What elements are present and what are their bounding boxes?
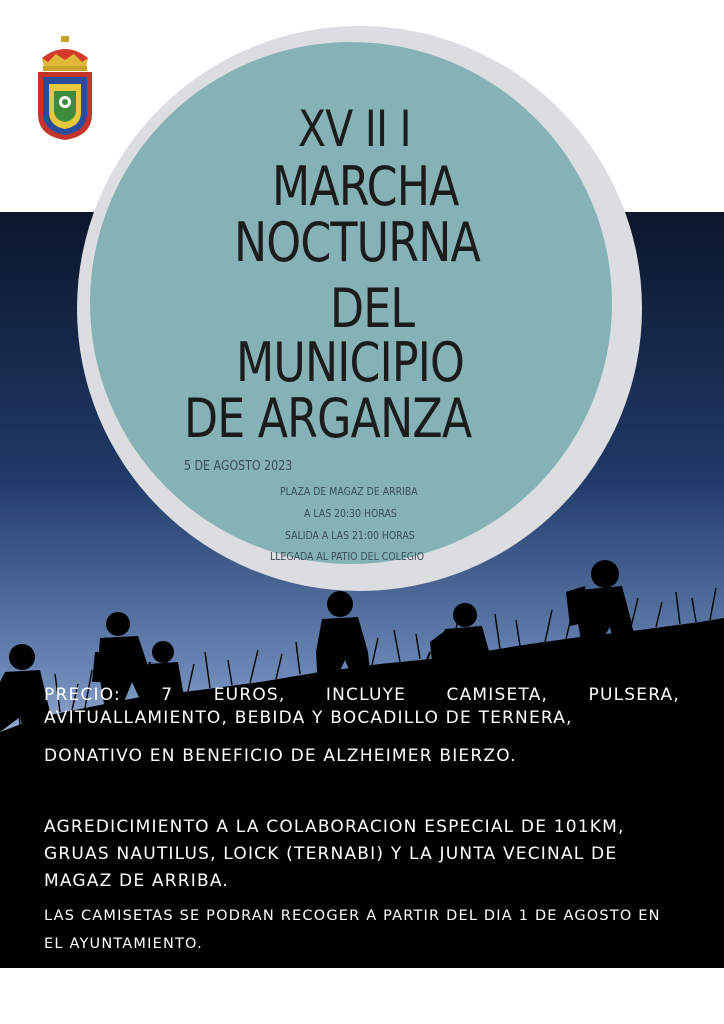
- donation-text: DONATIVO EN BENEFICIO DE ALZHEIMER BIERZO.: [44, 746, 517, 766]
- event-date: 5 DE AGOSTO 2023: [184, 459, 293, 474]
- event-departure-time: SALIDA A LAS 21:00 HORAS: [285, 529, 415, 542]
- thanks-text: AGREDICIMIENTO A LA COLABORACION ESPECIAL DE 101KM, GRUAS NAUTILUS, LOICK (TERNABI) Y LA JUNTA VECINAL DE MAGAZ DE ARRIBA.: [44, 817, 625, 891]
- price-text: PRECIO: 7 EUROS, INCLUYE CAMISETA, PULSERA, AVITUALLAMIENTO, BEBIDA Y BOCADILLO DE TERNERA,: [44, 685, 680, 728]
- shirts-pickup-text: LAS CAMISETAS SE PODRAN RECOGER A PARTIR DEL DIA 1 DE AGOSTO EN EL AYUNTAMIENTO.: [44, 908, 661, 952]
- coat-of-arms-icon: [34, 36, 96, 140]
- title-line-6: DE ARGANZA: [184, 387, 472, 450]
- title-line-5: MUNICIPIO: [236, 331, 465, 394]
- title-line-2: MARCHA: [272, 155, 459, 218]
- event-place: PLAZA DE MAGAZ DE ARRIBA: [280, 485, 418, 498]
- title-line-1: XV II I: [298, 100, 411, 158]
- bottom-margin: [0, 968, 724, 1024]
- title-line-4: DEL: [330, 277, 415, 340]
- event-meet-time: A LAS 20:30 HORAS: [304, 507, 397, 520]
- title-line-3: NOCTURNA: [234, 211, 480, 274]
- event-arrival: LLEGADA AL PATIO DEL COLEGIO: [270, 550, 425, 563]
